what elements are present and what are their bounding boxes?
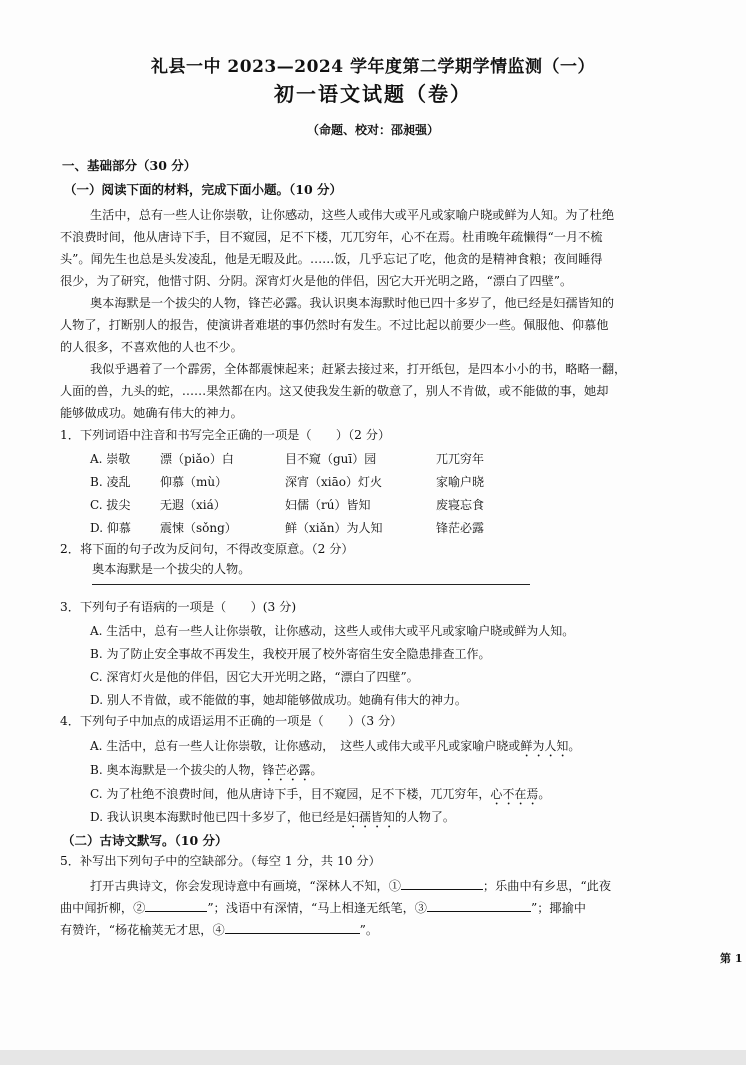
passage-line: 奥本海默是一个拔尖的人物，锋芒必露。我认识奥本海默时他已四十多岁了，他已经是妇孺皆知的 (90, 296, 615, 310)
question-1-stem: 1．下列词语中注音和书写完全正确的一项是（ ）（2 分） (60, 428, 391, 442)
q5-text: 曲中闻折柳，② (60, 901, 146, 915)
q4-option-d-end: 的人物了。 (394, 810, 455, 824)
q4-option-c (90, 785, 550, 808)
q4-option-d-marked: 妇孺皆知 (346, 810, 395, 824)
q4-option-a-end: 。 (568, 739, 581, 753)
q5-text: 有赞许，“杨花榆荚无才思，④ (60, 923, 225, 937)
q1-option-c-word1: C. 拔尖 (90, 498, 131, 512)
q4-option-d (90, 808, 455, 831)
q5-line-1 (90, 877, 611, 894)
passage-line: 人面的兽，九头的蛇，……果然都在内。这又使我发生新的敬意了，别人不肯做，或不能做的事，她却 (60, 384, 609, 398)
q1-option-c-word2: 无遐（xiá） (160, 498, 226, 512)
question-3-stem: 3．下列句子有语病的一项是（ ）(3 分) (60, 600, 297, 614)
subsection-poetry-heading: （二）古诗文默写。（10 分） (62, 833, 228, 848)
page-number: 第 1 (720, 952, 743, 965)
q4-option-b-end: 。 (310, 763, 323, 777)
q1-option-a-word4: 兀兀穷年 (436, 452, 485, 466)
subsection-reading-heading: （一）阅读下面的材料，完成下面小题。（10 分） (64, 182, 342, 197)
q1-option-b-word3: 深宵（xiāo）灯火 (285, 475, 382, 489)
blank-4[interactable] (225, 921, 360, 934)
passage-line: 很少，为了研究，他惜寸阴、分阴。深宵灯火是他的伴侣，因它大开光明之路，“漂白了四壁”。 (60, 274, 573, 288)
q4-option-c-end: 。 (538, 787, 551, 801)
q1-option-d-word4: 锋茫必露 (436, 521, 485, 535)
passage-line: 能够做成功。她确有伟大的神力。 (60, 406, 243, 420)
blank-1[interactable] (401, 877, 483, 890)
question-2-answer-line[interactable] (92, 584, 530, 585)
q4-option-d-text: D. 我认识奥本海默时他已四十多岁了，他已经是 (90, 810, 347, 824)
blank-3[interactable] (427, 899, 531, 912)
passage-line: 的人很多，不喜欢他的人也不少。 (60, 340, 243, 354)
question-2-sentence: 奥本海默是一个拔尖的人物。 (92, 562, 251, 576)
q3-option-a: A. 生活中，总有一些人让你崇敬，让你感动，这些人或伟大或平凡或家喻户晓或鲜为人知。 (90, 624, 575, 638)
q1-option-d-word1: D. 仰慕 (90, 521, 131, 535)
q1-option-c-word3: 妇儒（rú）皆知 (285, 498, 371, 512)
q1-option-a-word1: A. 崇敬 (90, 452, 131, 466)
exam-title: 礼县一中 2023—2024 学年度第二学期学情监测（一） (151, 57, 595, 77)
q5-text: ”。 (359, 923, 379, 937)
exam-subtitle: 初一语文试题（卷） (274, 82, 472, 106)
passage-line: 人物了，打断别人的报告，使演讲者难堪的事仍然时有发生。不过比起以前要少一些。佩服他、仰慕他 (60, 318, 609, 332)
q1-option-b-word4: 家喻户晓 (436, 475, 485, 489)
blank-2[interactable] (145, 899, 207, 912)
q3-option-c: C. 深宵灯火是他的伴侣，因它大开光明之路，“漂白了四壁”。 (90, 670, 419, 684)
q5-text: 打开古典诗文，你会发现诗意中有画境，“深林人不知，① (90, 879, 401, 893)
q4-option-c-text: C. 为了杜绝不浪费时间，他从唐诗下手，目不窥园，足不下楼，兀兀穷年， (90, 787, 491, 801)
question-5-stem: 5．补写出下列句子中的空缺部分。（每空 1 分，共 10 分） (60, 854, 381, 868)
q4-option-b-marked: 锋芒必露 (262, 763, 311, 777)
q1-option-b-word2: 仰慕（mù） (160, 475, 228, 489)
q4-option-b (90, 761, 322, 784)
exam-credit: （命题、校对：邵昶强） (306, 123, 439, 137)
q4-option-c-marked: 心不在焉 (490, 787, 539, 801)
q1-option-b-word1: B. 凌乱 (90, 475, 131, 489)
q1-option-a-word3: 目不窥（guī）园 (285, 452, 377, 466)
q4-option-b-text: B. 奥本海默是一个拔尖的人物， (90, 763, 263, 777)
q5-text: ”；揶揄中 (530, 901, 586, 915)
question-4-stem: 4．下列句子中加点的成语运用不正确的一项是（ ）（3 分） (60, 714, 403, 728)
passage-line: 生活中，总有一些人让你崇敬，让你感动，这些人或伟大或平凡或家喻户晓或鲜为人知。为了杜绝 (90, 208, 615, 222)
q1-option-d-word2: 震悚（sǒng） (160, 521, 237, 535)
q3-option-b: B. 为了防止安全事故不再发生，我校开展了校外寄宿生安全隐患排查工作。 (90, 647, 491, 661)
part1-heading: 一、基础部分（30 分） (62, 158, 197, 173)
passage-line: 不浪费时间，他从唐诗下手，目不窥园，足不下楼，兀兀穷年，心不在焉。杜甫晚年疏懒得“一月不梳 (60, 230, 603, 244)
q5-line-3 (60, 921, 378, 938)
viewer-bottom-bar (0, 1050, 746, 1065)
q5-line-2 (60, 899, 586, 916)
q1-option-c-word4: 废寝忘食 (436, 498, 485, 512)
question-2-stem: 2．将下面的句子改为反问句，不得改变原意。（2 分） (60, 542, 354, 556)
q4-option-a (90, 737, 580, 760)
q4-option-a-text: A. 生活中，总有一些人让你崇敬，让你感动， 这些人或伟大或平凡或家喻户晓或 (90, 739, 521, 753)
q5-text: ”；浅语中有深情，“马上相逢无纸笔，③ (207, 901, 427, 915)
q1-option-a-word2: 漂（piǎo）白 (160, 452, 234, 466)
q1-option-d-word3: 鲜（xiǎn）为人知 (285, 521, 383, 535)
passage-line: 我似乎遇着了一个霹雳，全体都震悚起来；赶紧去接过来，打开纸包，是四本小小的书，略略一翻， (90, 362, 627, 376)
q5-text: ；乐曲中有乡思，“此夜 (482, 879, 612, 893)
passage-line: 头”。闻先生也总是头发凌乱，他是无暇及此。……饭，几乎忘记了吃，他贪的是精神食粮；夜间睡得 (60, 252, 603, 266)
q4-option-a-marked: 鲜为人知 (520, 739, 569, 753)
q3-option-d: D. 别人不肯做，或不能做的事，她却能够做成功。她确有伟大的神力。 (90, 693, 467, 707)
